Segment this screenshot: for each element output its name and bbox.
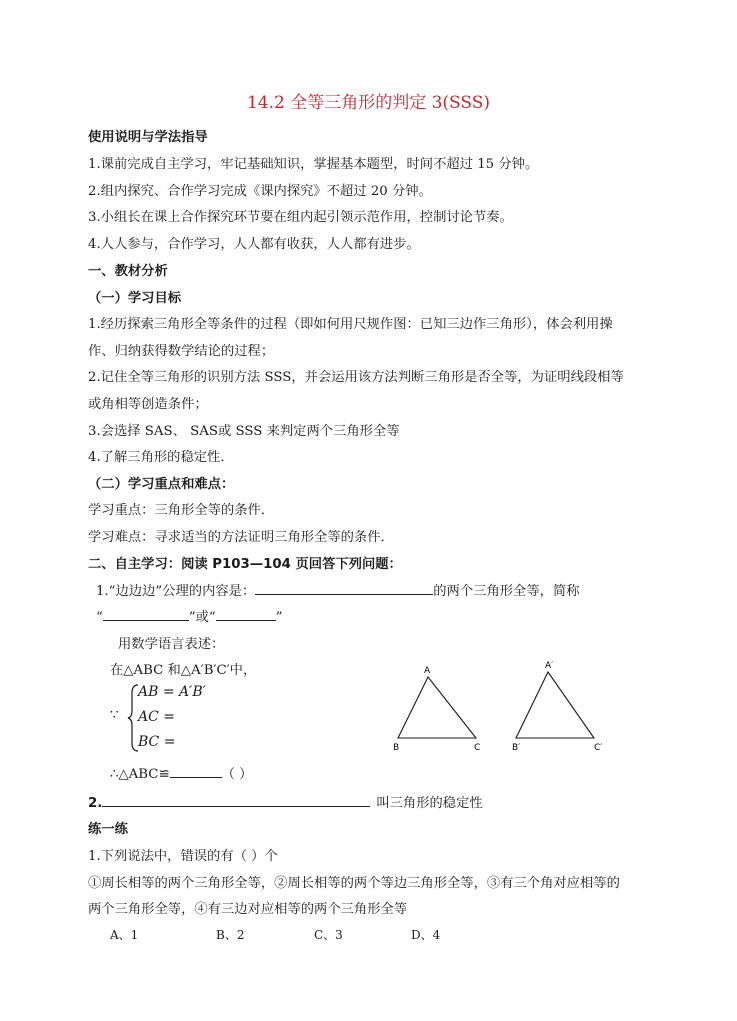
vertex-label-a-prime: A′: [545, 661, 554, 671]
instruction-item-3: 3.小组长在课上合作探究环节要在组内起引领示范作用，控制讨论节奏。: [88, 210, 513, 225]
reason-parentheses: （ ）: [221, 767, 253, 782]
question2-line: [88, 792, 483, 811]
answer-blank-abbr[interactable]: [216, 607, 276, 621]
instruction-item-1: 1.课前完成自主学习，牢记基础知识，掌握基本题型，时间不超过 15 分钟。: [88, 157, 539, 172]
option-a[interactable]: A、1: [110, 928, 139, 942]
quote-close: ”: [275, 610, 283, 625]
option-b[interactable]: B、2: [216, 928, 245, 942]
quote-mid: ”或“: [188, 610, 216, 625]
vertex-label-b: B: [393, 743, 400, 753]
goal2-line2: 或角相等创造条件；: [88, 397, 208, 412]
goal1-line1: 1.经历探索三角形全等条件的过程（即如何用尺规作图：已知三边作三角形），体会利用操: [88, 317, 613, 332]
therefore-text: ∴△ABC≌: [110, 767, 170, 782]
practice-question-1: 1.下列说法中，错误的有（ ）个: [88, 849, 278, 864]
q1-prefix: 1.“边边边”公理的内容是：: [96, 584, 256, 599]
vertex-label-c: C: [474, 743, 481, 753]
option-c[interactable]: C、3: [314, 928, 343, 942]
question1-line2: [96, 606, 283, 625]
triangle-a-prime-b-prime-c-prime: [516, 672, 594, 738]
instruction-item-2: 2.组内探究、合作学习完成《课内探究》不超过 20 分钟。: [88, 184, 432, 199]
page-title: 14.2 全等三角形的判定 3(SSS): [246, 93, 491, 113]
answer-blank-stability[interactable]: [102, 793, 370, 807]
math-language-label: 用数学语言表述：: [118, 637, 225, 652]
answer-blank-congruent[interactable]: [170, 764, 222, 778]
practice-statements-line1: ①周长相等的两个三角形全等，②周长相等的两个等边三角形全等，③有三个角对应相等的: [88, 876, 620, 891]
answer-blank-short-name[interactable]: [103, 607, 189, 621]
instructions-heading: 使用说明与学法指导: [88, 130, 208, 145]
triangle-figures: [388, 658, 618, 756]
q2-suffix: 叫三角形的稳定性: [376, 796, 483, 811]
equation-ab: AB = A′B′: [138, 684, 206, 700]
instruction-item-4: 4.人人参与，合作学习，人人都有收获，人人都有进步。: [88, 237, 420, 252]
because-symbol: ∵: [110, 708, 119, 723]
q2-number: 2.: [88, 796, 103, 811]
equation-ac: AC =: [138, 709, 176, 725]
answer-blank-sss-content[interactable]: [255, 581, 433, 595]
goal4: 4.了解三角形的稳定性．: [88, 450, 234, 465]
practice-statements-line2: 两个三角形全等，④有三边对应相等的两个三角形全等: [88, 902, 408, 917]
therefore-line: [110, 763, 252, 782]
triangle-abc: [398, 677, 476, 738]
section2-heading: 二、自主学习：阅读 P103—104 页回答下列问题：: [88, 557, 402, 572]
goal2-line1: 2.记住全等三角形的识别方法 SSS，并会运用该方法判断三角形是否全等，为证明线段相等: [88, 370, 624, 385]
key-heading: （二）学习重点和难点：: [88, 477, 235, 492]
key-point: 学习重点：三角形全等的条件．: [88, 503, 275, 518]
vertex-label-b-prime: B′: [512, 743, 521, 753]
goal3: 3.会选择 SAS、 SAS或 SSS 来判定两个三角形全等: [88, 424, 400, 439]
vertex-label-a: A: [424, 666, 431, 676]
in-triangles-text: 在△ABC 和△A′B′C′中，: [110, 663, 257, 678]
option-d[interactable]: D、4: [411, 928, 441, 942]
question1-line1: [96, 580, 580, 599]
section1-heading: 一、教材分析: [88, 264, 168, 279]
practice-heading: 练一练: [88, 822, 128, 837]
difficulty-point: 学习难点：寻求适当的方法证明三角形全等的条件．: [88, 530, 394, 545]
q1-suffix: 的两个三角形全等，简称: [433, 584, 580, 599]
equation-bc: BC =: [138, 734, 176, 750]
quote-open: “: [96, 610, 103, 625]
vertex-label-c-prime: C′: [594, 743, 603, 753]
goal1-line2: 作、归纳获得数学结论的过程；: [88, 344, 275, 359]
goals-heading: （一）学习目标: [88, 291, 182, 306]
